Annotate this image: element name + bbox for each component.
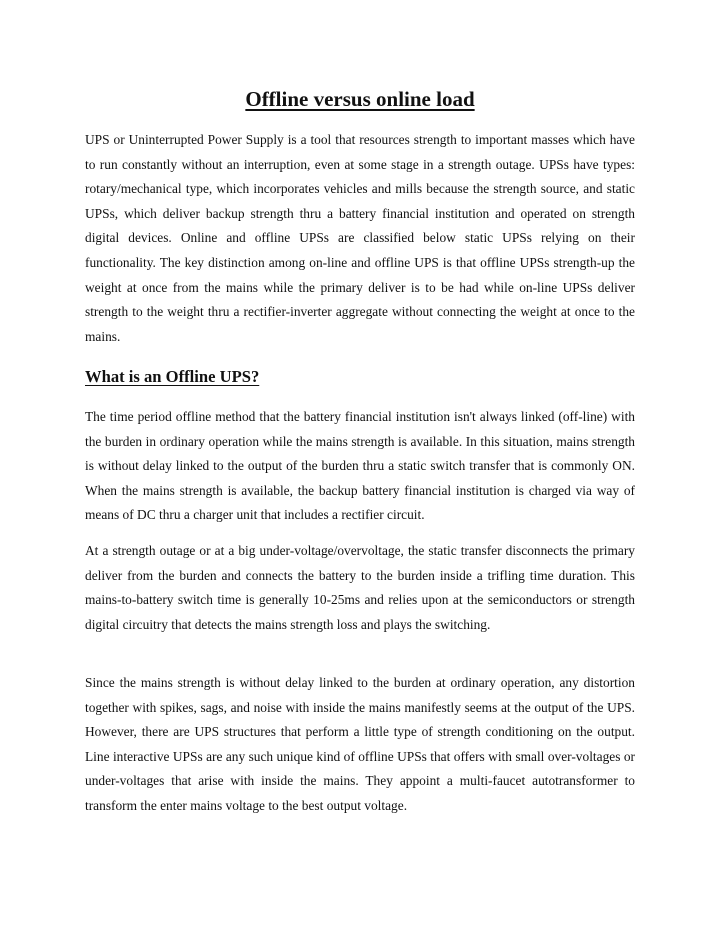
body-paragraph-3: Since the mains strength is without delay linked to the burden at ordinary operation, any distortion together with spikes, sags, and noise with inside the mains manifestly seems at the output of the UPS. However, there are UPS structures that perform a little type of strength conditioning on the output. Line interactive UPSs are any such unique kind of offline UPSs that offers with small over-voltages or under-voltages that arise with inside the mains. They appoint a multi-faucet autotransformer to transform the enter mains voltage to the best output voltage. (85, 675, 635, 813)
body-paragraph-2: At a strength outage or at a big under-voltage/overvoltage, the static transfer disconnects the primary deliver from the burden and connects the battery to the burden inside a trifling time duration. This mains-to-battery switch time is generally 10-25ms and relies upon at the semiconductors or strength digital circuitry that detects the mains strength loss and plays the switching. (85, 543, 635, 632)
section-heading: What is an Offline UPS? (85, 367, 260, 386)
document-title: Offline versus online load (245, 87, 475, 111)
body-paragraph-1: The time period offline method that the battery financial institution isn't always linked (off-line) with the burden in ordinary operation while the mains strength is available. In this situation, mains strength is without delay linked to the output of the burden thru a static switch transfer that is commonly ON. When the mains strength is available, the backup battery financial institution is charged via way of means of DC thru a charger unit that includes a rectifier circuit. (85, 409, 635, 523)
intro-paragraph: UPS or Uninterrupted Power Supply is a tool that resources strength to important masses which have to run constantly without an interruption, even at some stage in a strength outage. UPSs have types: rotary/mechanical type, which incorporates vehicles and mills because the strength source, and static UPSs, which deliver backup strength thru a battery financial institution and operated on strength digital devices. Online and offline UPSs are classified below static UPSs relying on their functionality. The key distinction among on-line and offline UPS is that offline UPSs strength-up the weight at once from the mains while the primary deliver is to be had while on-line UPSs deliver strength to the weight thru a rectifier-inverter aggregate without connecting the weight at once to the mains. (85, 132, 635, 344)
